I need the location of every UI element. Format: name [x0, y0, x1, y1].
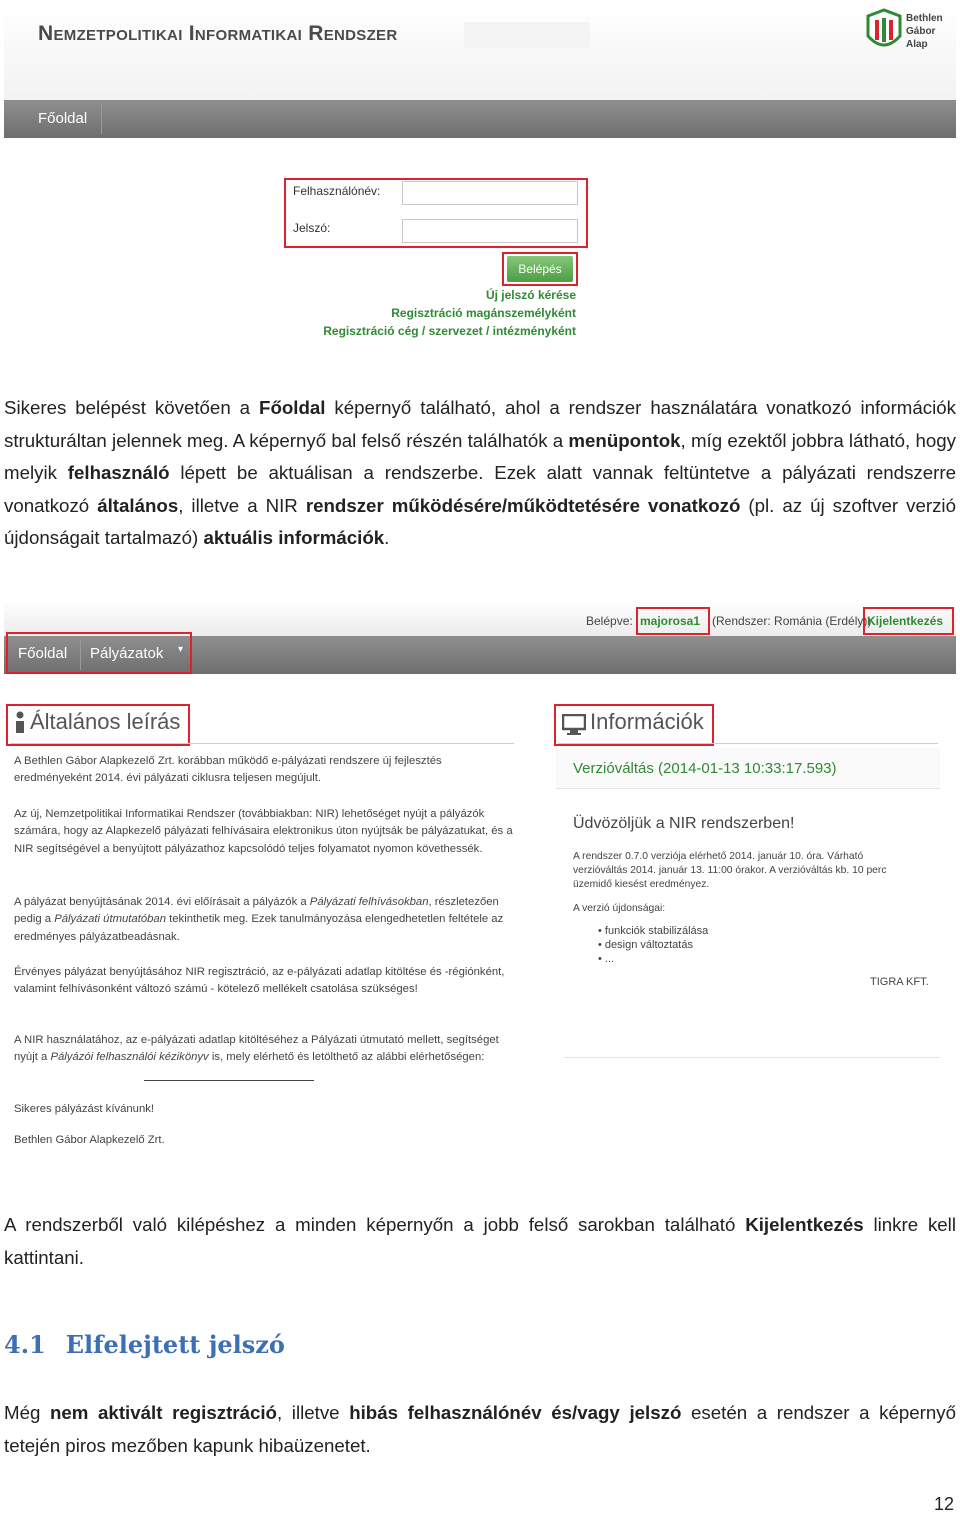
- register-organization-link[interactable]: Regisztráció cég / szervezet / intézményként: [323, 324, 576, 338]
- general-desc-p6: Sikeres pályázást kívánunk!: [14, 1103, 155, 1115]
- nav-item-fooldal[interactable]: Főoldal: [38, 110, 88, 127]
- register-person-link[interactable]: Regisztráció magánszemélyként: [391, 306, 576, 320]
- version-change-title[interactable]: Verzióváltás (2014-01-13 10:33:17.593): [573, 760, 837, 777]
- system-title: Nemzetpolitikai Informatikai Rendszer: [38, 22, 398, 45]
- welcome-heading: Üdvözöljük a NIR rendszerben!: [573, 815, 795, 832]
- section-heading: [4, 1330, 285, 1359]
- logo-emblem-icon: [868, 10, 900, 45]
- logged-in-label: Belépve:: [586, 614, 633, 628]
- new-password-link[interactable]: Új jelszó kérése: [485, 288, 576, 302]
- login-navbar: [4, 100, 956, 138]
- main-page-screenshot: [4, 600, 956, 1160]
- divider: [558, 743, 938, 744]
- information-title: Információk: [590, 709, 704, 734]
- intro-paragraph: Sikeres belépést követően a Főoldal képernyő található, ahol a rendszer használatára vonatkozó információk strukturáltan jelennek meg. A képernyő bal felső részén találhatók a menüpontok, míg ezektől jobbra látható, hogy melyik felhasználó lépett be aktuálisan a rendszerbe. Ezek alatt vannak feltüntetve a pályázati rendszerre vonatkozó általános, illetve a NIR rendszer működésére/működtetésére vonatkozó (pl. az új szoftver verzió újdonságait tartalmazó) aktuális információk.: [4, 397, 956, 548]
- divider: [10, 743, 514, 744]
- nav-separator: [101, 104, 102, 134]
- logo-word-3: Alap: [906, 39, 928, 50]
- forgotten-password-paragraph: Még nem aktivált regisztráció, illetve hibás felhasználónév és/vagy jelszó esetén a rendszer a képernyő tetején piros mezőben kapunk hibaüzenetet.: [4, 1402, 956, 1456]
- general-desc-p5: A NIR használatához, az e-pályázati adatlap kitöltéséhez a Pályázati útmutató mellett, segítséget nyújt a Pályázói felhasználói kézikönyv is, mely elérhető és letölthető az alábbi elérhetőségen:: [14, 1034, 499, 1064]
- username-label: Felhasználónév:: [293, 184, 381, 198]
- divider: [564, 1057, 940, 1058]
- nav-item-palyazatok[interactable]: Pályázatok: [90, 645, 164, 662]
- list-item: • design változtatás: [598, 939, 693, 951]
- general-desc-p4: Érvényes pályázat benyújtásához NIR regisztráció, az e-pályázati adatlap kitöltése és -régiónként, valamint felhívásonként változó számú - kötelező mellékelt csatolása szükséges!: [14, 966, 505, 996]
- version-info-text: A rendszer 0.7.0 verziója elérhető 2014. január 10. óra. Várható verzióváltás 2014. január 13. 11:00 órakor. A verzióváltás kb. 10 perc üzemidő kiesést eredményez.: [573, 851, 887, 890]
- link-placeholder-line: [144, 1080, 314, 1081]
- logout-link[interactable]: Kijelentkezés: [867, 614, 944, 628]
- general-desc-p7: Bethlen Gábor Alapkezelő Zrt.: [14, 1134, 165, 1146]
- username-input[interactable]: [402, 181, 578, 205]
- login-screenshot: [4, 4, 956, 376]
- current-username[interactable]: majorosa1: [640, 614, 701, 628]
- monitor-icon: [562, 714, 586, 736]
- general-description-title: Általános leírás: [30, 709, 181, 734]
- chevron-down-icon[interactable]: ▾: [178, 644, 184, 655]
- list-item: • ...: [598, 953, 615, 965]
- system-info: (Rendszer: Románia (Erdély)): [712, 614, 872, 628]
- login-button[interactable]: Belépés: [507, 256, 573, 282]
- info-signature: TIGRA KFT.: [870, 976, 929, 988]
- general-desc-p3: A pályázat benyújtásának 2014. évi előírásait a pályázók a Pályázati felhívásokban, részletezően pedig a Pályázati útmutatóban tekinthetik meg. Ezek tanulmányozása elengedhetetlen feltétele az eredményes pályázatbeadásnak.: [14, 896, 504, 943]
- info-icon: [13, 711, 27, 735]
- nav-item-fooldal[interactable]: Főoldal: [18, 645, 68, 662]
- section-number: 4.1: [4, 1330, 46, 1359]
- login-header: [4, 4, 956, 100]
- password-input[interactable]: [402, 219, 578, 243]
- logo-word-2: Gábor: [906, 26, 936, 37]
- section-title: Elfelejtett jelszó: [65, 1330, 285, 1359]
- page-number: 12: [933, 1494, 954, 1514]
- list-item: • funkciók stabilizálása: [598, 925, 709, 937]
- version-news-label: A verzió újdonságai:: [573, 903, 666, 914]
- general-desc-p1: A Bethlen Gábor Alapkezelő Zrt. korábban működő e-pályázati rendszere új fejlesztés eredményeként 2014. évi pályázati ciklusra teljesen megújult.: [14, 755, 442, 785]
- masked-region: [464, 22, 590, 48]
- bethlen-gabor-alap-logo: [864, 6, 954, 60]
- logout-paragraph: A rendszerből való kilépéshez a minden képernyőn a jobb felső sarokban található Kijelentkezés linkre kell kattintani.: [4, 1214, 956, 1268]
- nav-separator: [80, 640, 81, 670]
- logo-word-1: Bethlen: [906, 13, 943, 24]
- general-desc-p2: Az új, Nemzetpolitikai Informatikai Rendszer (továbbiakban: NIR) lehetőséget nyújt a pályázók számára, hogy az Alapkezelő pályázati felhívásaira elektronikus úton nyújtsák be pályázatukat, és a NIR segítségével a benyújtott pályázathoz kapcsolódó teljes folyamatot nyomon követhessék.: [14, 808, 513, 855]
- password-label: Jelszó:: [293, 221, 331, 235]
